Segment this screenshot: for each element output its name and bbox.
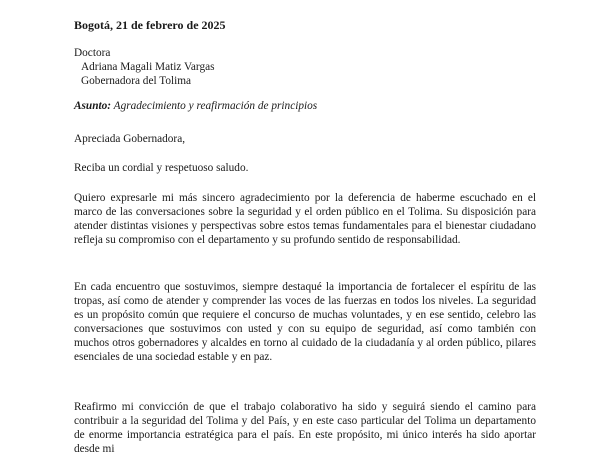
- subject-label: Asunto:: [74, 100, 112, 112]
- subject-text: Agradecimiento y reafirmación de principios: [113, 100, 318, 112]
- greeting: Reciba un cordial y respetuoso saludo.: [74, 162, 249, 174]
- recipient-name: Adriana Magali Matiz Vargas: [81, 61, 215, 73]
- salutation: Apreciada Gobernadora,: [74, 133, 186, 145]
- body-paragraph-2: En cada encuentro que sostuvimos, siempre destaqué la importancia de fortalecer el espíritu de las tropas, así como de atender y comprender las voces de las fuerzas en todos los niveles. La seguridad es un propósito común que requiere el concurso de muchas voluntades, y en ese sentido, celebro las conversaciones que sostuvimos con usted y con su equipo de seguridad, así como también con muchos otros gobernadores y alcaldes en torno al cuidado de la ciudadanía y al orden público, pilares esenciales de una sociedad estable y en paz.: [74, 281, 536, 363]
- recipient-block: [74, 46, 536, 88]
- letter-date: Bogotá, 21 de febrero de 2025: [74, 18, 226, 32]
- recipient-position: Gobernadora del Tolima: [81, 75, 192, 87]
- recipient-title: Doctora: [74, 47, 111, 59]
- body-paragraph-3: Reafirmo mi convicción de que el trabajo colaborativo ha sido y seguirá siendo el camino para contribuir a la seguridad del Tolima y del País, y en este caso particular del Tolima un departamento de enorme importancia estratégica para el país. En este propósito, mi único interés ha sido aportar desde mi: [74, 401, 536, 455]
- body-paragraph-1: Quiero expresarle mi más sincero agradecimiento por la deferencia de haberme escuchado en el marco de las conversaciones sobre la seguridad y el orden público en el Tolima. Su disposición para atender distintas visiones y perspectivas sobre estos temas fundamentales para el bienestar ciudadano refleja su compromiso con el departamento y su profundo sentido de responsabilidad.: [74, 192, 536, 246]
- subject-line: [74, 100, 536, 112]
